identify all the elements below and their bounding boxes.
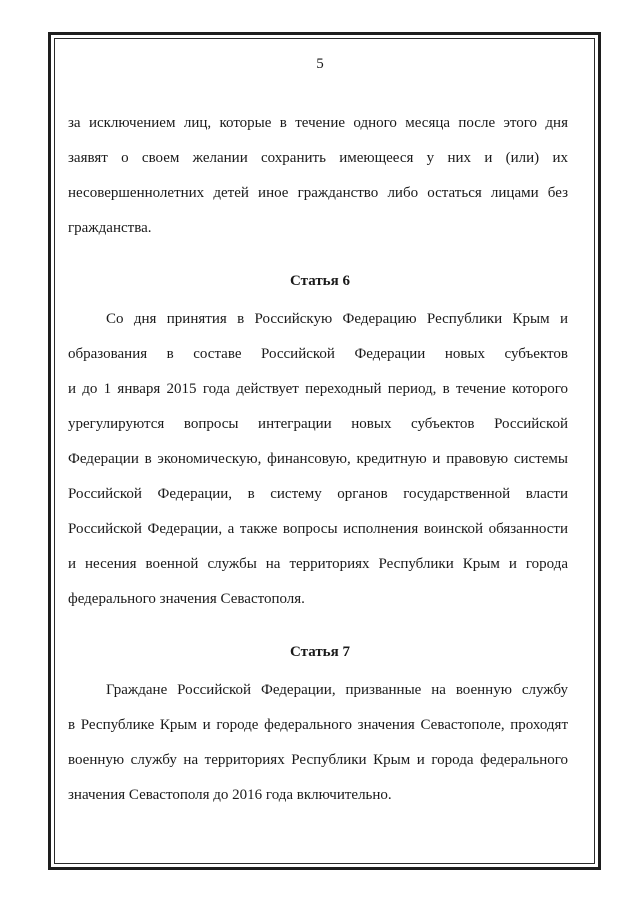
- article-6-line: и до 1 января 2015 года действует переходный период, в течение которого: [68, 381, 568, 397]
- article-7-line: Граждане Российской Федерации, призванные на военную службу: [106, 682, 568, 698]
- article-6-line: образования в составе Российской Федерации новых субъектов: [68, 346, 568, 362]
- article-6-line: Российской Федерации, а также вопросы исполнения воинской обязанности: [68, 521, 568, 537]
- intro-line: гражданства.: [68, 220, 152, 236]
- article-6-heading: Статья 6: [290, 273, 350, 289]
- page-number: 5: [316, 56, 324, 72]
- article-6-line: Со дня принятия в Российскую Федерацию Республики Крым и: [106, 311, 568, 327]
- article-7-line: значения Севастополя до 2016 года включительно.: [68, 787, 392, 803]
- article-7-line: военную службу на территориях Республики Крым и города федерального: [68, 752, 568, 768]
- intro-line: за исключением лиц, которые в течение одного месяца после этого дня: [68, 115, 568, 131]
- article-6-line: и несения военной службы на территориях Республики Крым и города: [68, 556, 568, 572]
- intro-line: заявят о своем желании сохранить имеющееся у них и (или) их: [68, 150, 568, 166]
- article-6-line: федерального значения Севастополя.: [68, 591, 305, 607]
- article-6-line: урегулируются вопросы интеграции новых субъектов Российской: [68, 416, 568, 432]
- article-6-line: Федерации в экономическую, финансовую, кредитную и правовую системы: [68, 451, 568, 467]
- article-7-line: в Республике Крым и городе федерального значения Севастополе, проходят: [68, 717, 568, 733]
- intro-line: несовершеннолетних детей иное гражданство либо остаться лицами без: [68, 185, 568, 201]
- article-6-line: Российской Федерации, в систему органов государственной власти: [68, 486, 568, 502]
- article-7-heading: Статья 7: [290, 644, 350, 660]
